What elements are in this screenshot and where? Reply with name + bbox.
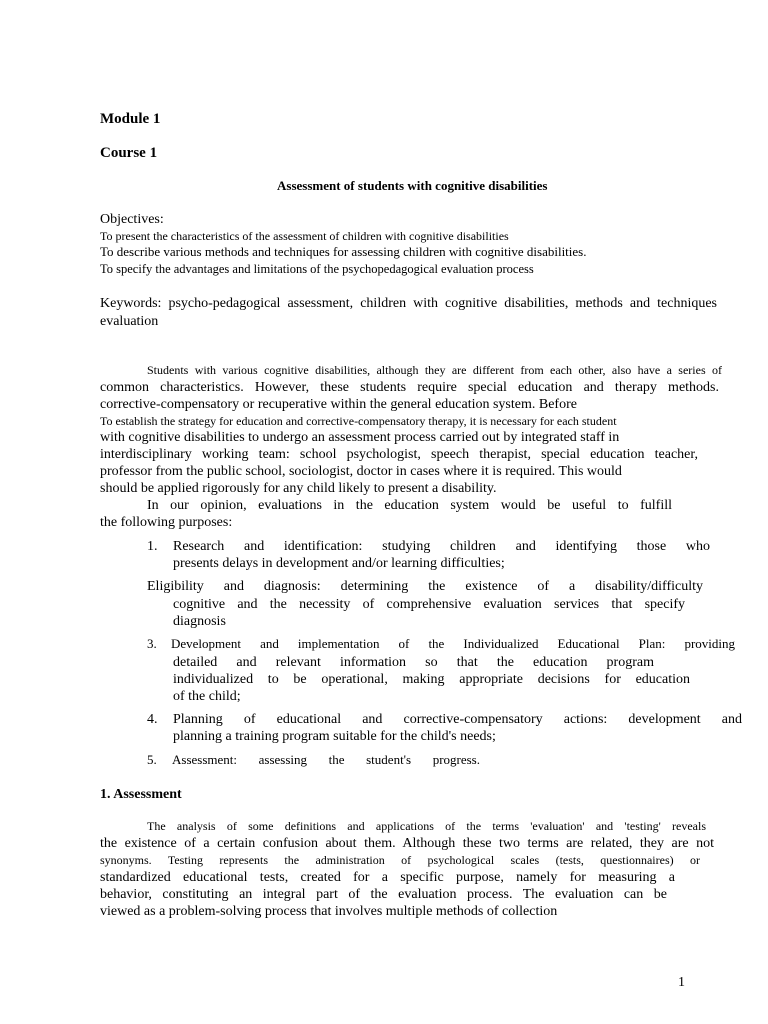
list-item-line: presents delays in development and/or learning difficulties; xyxy=(173,556,505,571)
paragraph-line: The analysis of some definitions and applications of the terms 'evaluation' and 'testing' reveals xyxy=(147,819,706,833)
paragraph-line: interdisciplinary working team: school psychologist, speech therapist, special education teacher, xyxy=(100,447,698,462)
paragraph-line: standardized educational tests, created for a specific purpose, namely for measuring a xyxy=(100,870,675,885)
paragraph-line: In our opinion, evaluations in the education system would be useful to fulfill xyxy=(147,498,672,513)
objective-item: To specify the advantages and limitations of the psychopedagogical evaluation process xyxy=(100,262,534,276)
paragraph-line: viewed as a problem-solving process that involves multiple methods of collection xyxy=(100,904,558,919)
paragraph-line: corrective-compensatory or recuperative within the general education system. Before xyxy=(100,397,577,412)
paragraph-line: with cognitive disabilities to undergo an assessment process carried out by integrated staff in xyxy=(100,430,620,445)
paragraph-line: behavior, constituting an integral part of the evaluation process. The evaluation can be xyxy=(100,887,667,902)
module-heading: Module 1 xyxy=(100,111,161,127)
paragraph-line: should be applied rigorously for any child likely to present a disability. xyxy=(100,481,497,496)
list-item-line: Research and identification: studying children and identifying those who xyxy=(173,539,710,554)
objective-item: To describe various methods and techniques for assessing children with cognitive disabilities. xyxy=(100,244,587,259)
list-item-line: Eligibility and diagnosis: determining the existence of a disability/difficulty xyxy=(147,579,703,594)
section-heading: 1. Assessment xyxy=(100,787,182,802)
paragraph-line: Students with various cognitive disabilities, although they are different from each other, also have a series of xyxy=(147,363,722,377)
paragraph-line: the following purposes: xyxy=(100,515,233,530)
objectives-label: Objectives: xyxy=(100,212,164,227)
list-number: 3. xyxy=(147,636,157,651)
list-item-line: Development and implementation of the Individualized Educational Plan: providing xyxy=(171,636,735,651)
course-heading: Course 1 xyxy=(100,145,158,161)
objective-item: To present the characteristics of the assessment of children with cognitive disabilities xyxy=(100,229,509,243)
paragraph-line: common characteristics. However, these students require special education and therapy methods. xyxy=(100,380,719,395)
document-title: Assessment of students with cognitive disabilities xyxy=(277,178,548,193)
paragraph-line: To establish the strategy for education and corrective-compensatory therapy, it is necessary for each student xyxy=(100,414,617,428)
list-number: 5. xyxy=(147,752,157,767)
list-item-line: planning a training program suitable for the child's needs; xyxy=(173,729,496,744)
keywords-line: Keywords: psycho-pedagogical assessment, children with cognitive disabilities, methods and techniques xyxy=(100,296,717,311)
list-item-line: detailed and relevant information so that the education program xyxy=(173,655,654,670)
list-number: 1. xyxy=(147,539,158,554)
paragraph-line: the existence of a certain confusion about them. Although these two terms are related, they are not xyxy=(100,836,714,851)
paragraph-line: synonyms. Testing represents the administration of psychological scales (tests, questionnaires) or xyxy=(100,853,700,867)
list-item-line: individualized to be operational, making appropriate decisions for education xyxy=(173,672,690,687)
paragraph-line: professor from the public school, sociologist, doctor in cases where it is required. This would xyxy=(100,464,622,479)
list-item-line: of the child; xyxy=(173,689,241,704)
list-item-line: Planning of educational and corrective-compensatory actions: development and xyxy=(173,712,742,727)
list-item-line: Assessment: assessing the student's progress. xyxy=(172,752,480,767)
list-number: 4. xyxy=(147,712,158,727)
keywords-line: evaluation xyxy=(100,314,159,329)
page-number: 1 xyxy=(678,975,685,990)
list-item-line: cognitive and the necessity of comprehensive evaluation services that specify xyxy=(173,597,685,612)
list-item-line: diagnosis xyxy=(173,614,226,629)
